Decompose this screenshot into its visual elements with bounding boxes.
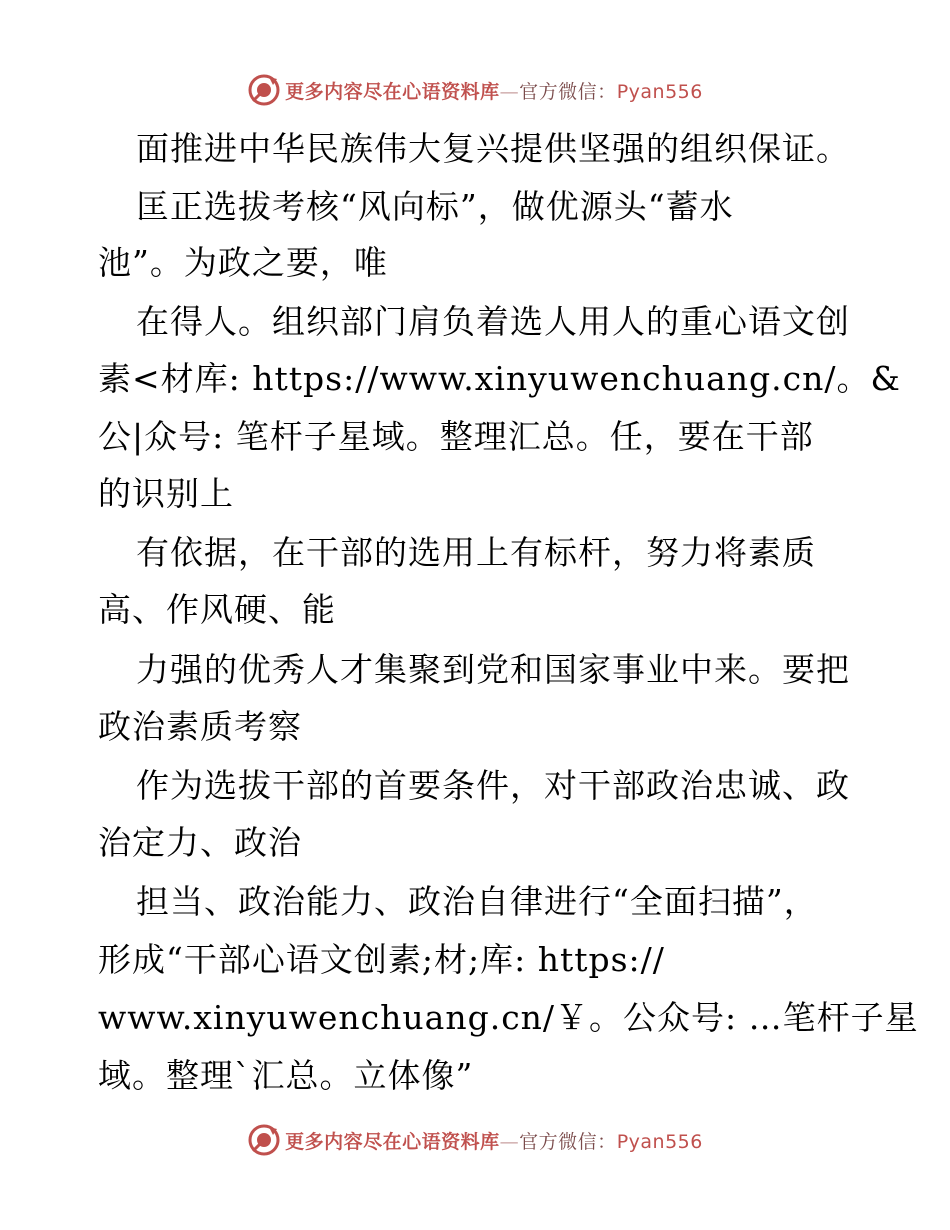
banner-site-text: 更多内容尽在心语资料库 <box>285 1130 500 1153</box>
text-line: 有依据，在干部的选用上有标杆，努力将素质 <box>136 533 816 572</box>
text-line: 作为选拔干部的首要条件，对干部政治忠诚、政 <box>136 766 850 805</box>
banner-site-text: 更多内容尽在心语资料库 <box>285 80 500 103</box>
text-line: 域。整理`汇总。立体像” <box>98 1056 474 1095</box>
banner-wechat-label: 官方微信： <box>519 1130 617 1153</box>
text-line: 力强的优秀人才集聚到党和国家事业中来。要把 <box>136 650 850 689</box>
banner-separator: — <box>499 80 520 103</box>
text-line: 政治素质考察 <box>98 707 302 746</box>
text-line: 在得人。组织部门肩负着选人用人的重心语文创 <box>136 302 850 341</box>
text-line: www.xinyuwenchuang.cn/￥。公众号: …笔杆子星 <box>98 998 919 1037</box>
banner-wechat-label: 官方微信： <box>519 80 617 103</box>
text-line: 公|众号: 笔杆子星域。整理汇总。任，要在干部 <box>98 417 814 456</box>
text-line: 担当、政治能力、政治自律进行“全面扫描”， <box>136 882 818 921</box>
text-line: 池”。为政之要，唯 <box>98 243 388 282</box>
text-line: 高、作风硬、能 <box>98 590 336 629</box>
banner-text <box>285 1127 703 1154</box>
text-line: 形成“干部心语文创素;材;库: https:// <box>98 940 665 979</box>
text-line: 素<材库: https://www.xinyuwenchuang.cn/。& <box>98 359 901 398</box>
footer-banner <box>0 1120 950 1160</box>
text-line: 治定力、政治 <box>98 823 302 862</box>
text-line: 的识别上 <box>98 474 234 513</box>
text-line: 面推进中华民族伟大复兴提供坚强的组织保证。 <box>136 129 850 168</box>
banner-wechat-id: Pyan556 <box>616 1130 703 1153</box>
logo-icon <box>247 1123 281 1157</box>
text-line: 匡正选拔考核“风向标”，做优源头“蓄水 <box>136 187 734 226</box>
banner-separator: — <box>499 1130 520 1153</box>
banner-wechat-id: Pyan556 <box>616 80 703 103</box>
